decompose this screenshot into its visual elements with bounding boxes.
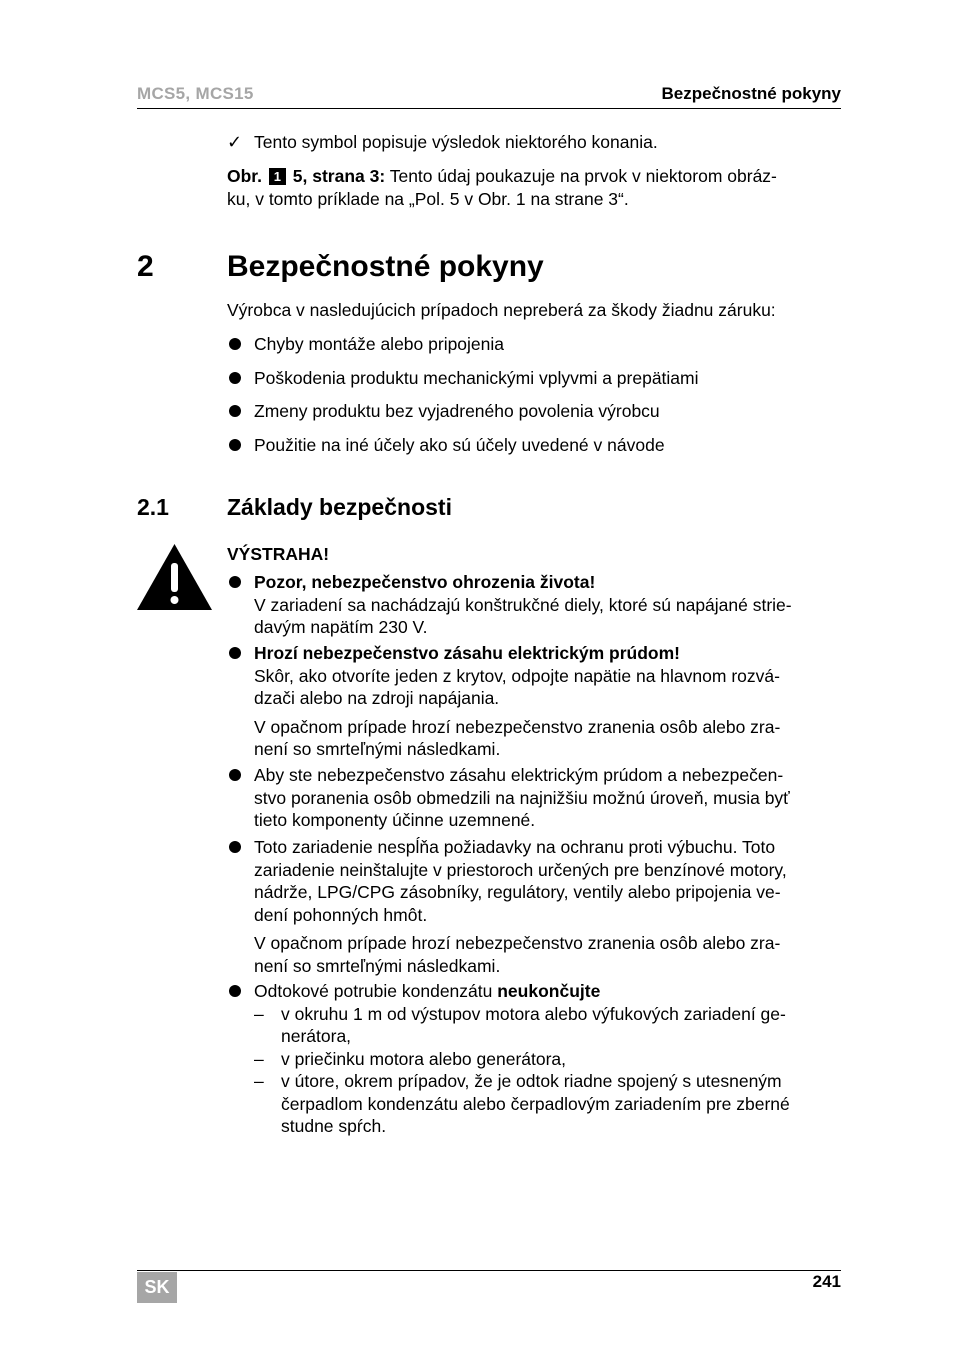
warning-triangle-icon (136, 543, 213, 616)
intro-check-row (227, 131, 841, 154)
warning-label: VÝSTRAHA! (227, 544, 330, 564)
warning-item: Hrozí nebezpečenstvo zásahu elektrickým prúdom! Skôr, ako otvoríte jeden z krytov, odpojte napätie na hlavnom rozvá- dzači alebo na zdroji napájania. V opačnom prípade hrozí nebezpečenstvo zranenia osôb alebo zra- není so smrteľnými následkami. (227, 642, 841, 761)
ref-text-line2: ku, v tomto príklade na „Pol. 5 v Obr. 1 na strane 3“. (227, 188, 629, 209)
warning-item: Toto zariadenie nespĺňa požiadavky na ochranu proti výbuchu. Toto zariadenie neinštalujte v priestoroch určených pre benzínové motory, nádrže, LPG/CPG zásobníky, regulátory, ventily alebo pripojenia ve- dení pohonných hmôt. V opačnom prípade hrozí nebezpečenstvo zranenia osôb alebo zra- není so smrteľnými následkami. (227, 836, 841, 977)
section-lead: Výrobca v nasledujúcich prípadoch nepreberá za škody žiadnu záruku: (227, 300, 776, 320)
subsection-title: Základy bezpečnosti (227, 494, 452, 520)
dash-item: – v priečinku motora alebo generátora, (254, 1048, 567, 1069)
bullet-icon (229, 647, 241, 659)
bullet-icon (229, 576, 241, 588)
page-number: 241 (812, 1272, 841, 1291)
bullet-icon (229, 841, 241, 853)
intro-reference (227, 165, 841, 210)
header-rule (137, 108, 841, 109)
figure-number-badge: 1 (269, 168, 286, 185)
section-number: 2 (137, 250, 154, 283)
list-item: Použitie na iné účely ako sú účely uvedené v návode (227, 434, 841, 457)
list-item: Chyby montáže alebo pripojenia (227, 333, 841, 356)
bullet-icon (229, 769, 241, 781)
footer-rule (137, 1270, 841, 1271)
warning-item: Odtokové potrubie kondenzátu neukončujte – v okruhu 1 m od výstupov motora alebo výfukových zariadení ge- nerátora, – v priečinku motora alebo generátora, – v útore, okrem prípadov, že je odtok riadne spojený s utesneným čerpadlom kondenzátu alebo čerpadlovým zariadením pre zberné studne spŕch. (227, 980, 841, 1138)
ref-bold: 5, strana 3: (292, 166, 386, 186)
bullet-icon (229, 372, 241, 384)
warning-item: Pozor, nebezpečenstvo ohrozenia života! V zariadení sa nachádzajú konštrukčné diely, ktoré sú napájané strie- davým napätím 230 V. (227, 571, 841, 639)
bullet-icon (229, 405, 241, 417)
header-section-title: Bezpečnostné pokyny (661, 84, 841, 103)
bullet-icon (229, 985, 241, 997)
language-badge: SK (137, 1272, 177, 1303)
dash-item: – v útore, okrem prípadov, že je odtok riadne spojený s utesneným čerpadlom kondenzátu alebo čerpadlovým zariadením pre zberné studne spŕch. (254, 1071, 790, 1136)
ref-text-line1: Tento údaj poukazuje na prvok v niektorom obráz- (389, 166, 777, 186)
warning-item: Aby ste nebezpečenstvo zásahu elektrickým prúdom a nebezpečen- stvo poranenia osôb obmedzili na najnižšiu možnú úroveň, musia byť tieto komponenty účinne uzemnené. (227, 764, 841, 832)
checkmark-icon: ✓ (227, 132, 243, 152)
ref-prefix: Obr. (227, 166, 263, 186)
list-item: Zmeny produktu bez vyjadreného povolenia výrobcu (227, 400, 841, 423)
bullet-icon (229, 338, 241, 350)
header-product: MCS5, MCS15 (137, 84, 254, 103)
bullet-icon (229, 439, 241, 451)
section-title: Bezpečnostné pokyny (227, 250, 544, 283)
list-item: Poškodenia produktu mechanickými vplyvmi a prepätiami (227, 367, 841, 390)
subsection-number: 2.1 (137, 494, 169, 520)
check-text: Tento symbol popisuje výsledok niektorého konania. (254, 132, 658, 152)
dash-item: – v okruhu 1 m od výstupov motora alebo výfukových zariadení ge- nerátora, (254, 1003, 786, 1046)
